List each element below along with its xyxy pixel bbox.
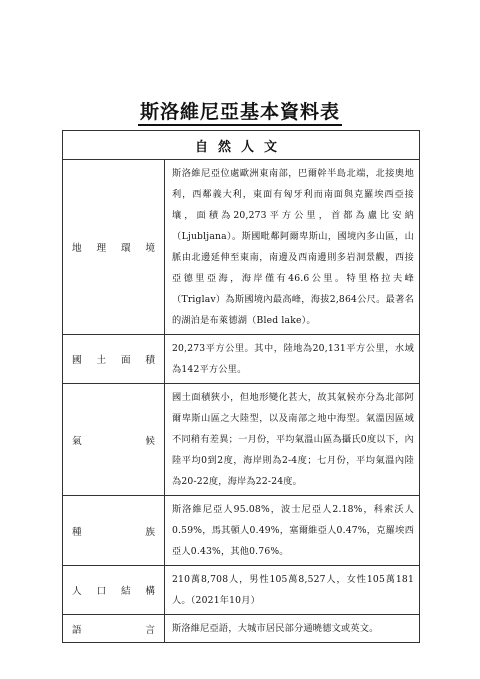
table-row [63, 615, 420, 643]
row-content: 斯洛維尼亞位處歐洲東南部，巴爾幹半島北端，北接奧地利，西鄰義大利，東面有匈牙利而南面與克羅埃西亞接壤，面積為20,273平方公里，首都為盧比安納（Ljubljana）。斯國毗鄰阿爾卑斯山，國境內多山區，山脈由北邊延伸至東南，南邊及西南邊則多岩洞景觀，西接亞德里亞海，海岸僅有46.6公里。特里格拉夫峰（Triglav）為斯國境內最高峰，海拔2,864公尺。最著名的湖泊是布萊德湖（Bled lake）。 [165, 160, 420, 335]
label-char: 人 [72, 586, 82, 597]
label-char: 語 [72, 624, 82, 636]
document-title [0, 97, 480, 124]
document-title-text: 斯洛維尼亞基本資料表 [138, 101, 342, 126]
row-label [63, 384, 165, 496]
label-char: 國 [72, 355, 82, 366]
section-header-row [63, 131, 420, 160]
label-char: 構 [145, 586, 155, 597]
row-label [63, 160, 165, 335]
label-char: 言 [145, 624, 155, 636]
label-char: 候 [145, 435, 155, 447]
table-row [63, 384, 420, 496]
label-char: 境 [145, 243, 155, 254]
label-char: 族 [145, 526, 155, 538]
table-row [63, 335, 420, 384]
row-label [63, 335, 165, 384]
row-content: 斯洛維尼亞人95.08%，波士尼亞人2.18%，科索沃人0.59%，馬其頓人0.49%，塞爾維亞人0.47%，克羅埃西亞人0.43%，其他0.76%。 [165, 496, 420, 566]
table-row [63, 566, 420, 615]
section-header: 自然人文 [63, 131, 420, 160]
label-char: 環 [120, 243, 131, 254]
label-char: 結 [120, 586, 131, 597]
row-content: 210萬8,708人，男性105萬8,527人，女性105萬181人。（2021年10月） [165, 566, 420, 615]
label-char: 面 [120, 355, 131, 366]
row-content: 國土面積狹小，但地形變化甚大，故其氣候亦分為北部阿爾卑斯山區之大陸型，以及南部之地中海型。氣溫因區域不同稍有差異；一月份，平均氣溫山區為攝氏0度以下，內陸平均0到2度，海岸則為2-4度；七月份，平均氣溫內陸為20-22度，海岸為22-24度。 [165, 384, 420, 496]
table-row [63, 496, 420, 566]
label-char: 積 [145, 355, 155, 366]
label-char: 口 [96, 586, 107, 597]
info-table [62, 130, 420, 643]
row-label [63, 566, 165, 615]
label-char: 種 [72, 526, 82, 538]
table-row [63, 160, 420, 335]
label-char: 地 [72, 243, 82, 254]
label-char: 氣 [72, 435, 82, 447]
row-content: 20,273平方公里。其中，陸地為20,131平方公里，水域為142平方公里。 [165, 335, 420, 384]
row-label [63, 615, 165, 643]
label-char: 理 [96, 243, 107, 254]
label-char: 土 [96, 355, 107, 366]
row-label [63, 496, 165, 566]
row-content: 斯洛維尼亞語，大城市居民部分通曉德文或英文。 [165, 615, 420, 643]
